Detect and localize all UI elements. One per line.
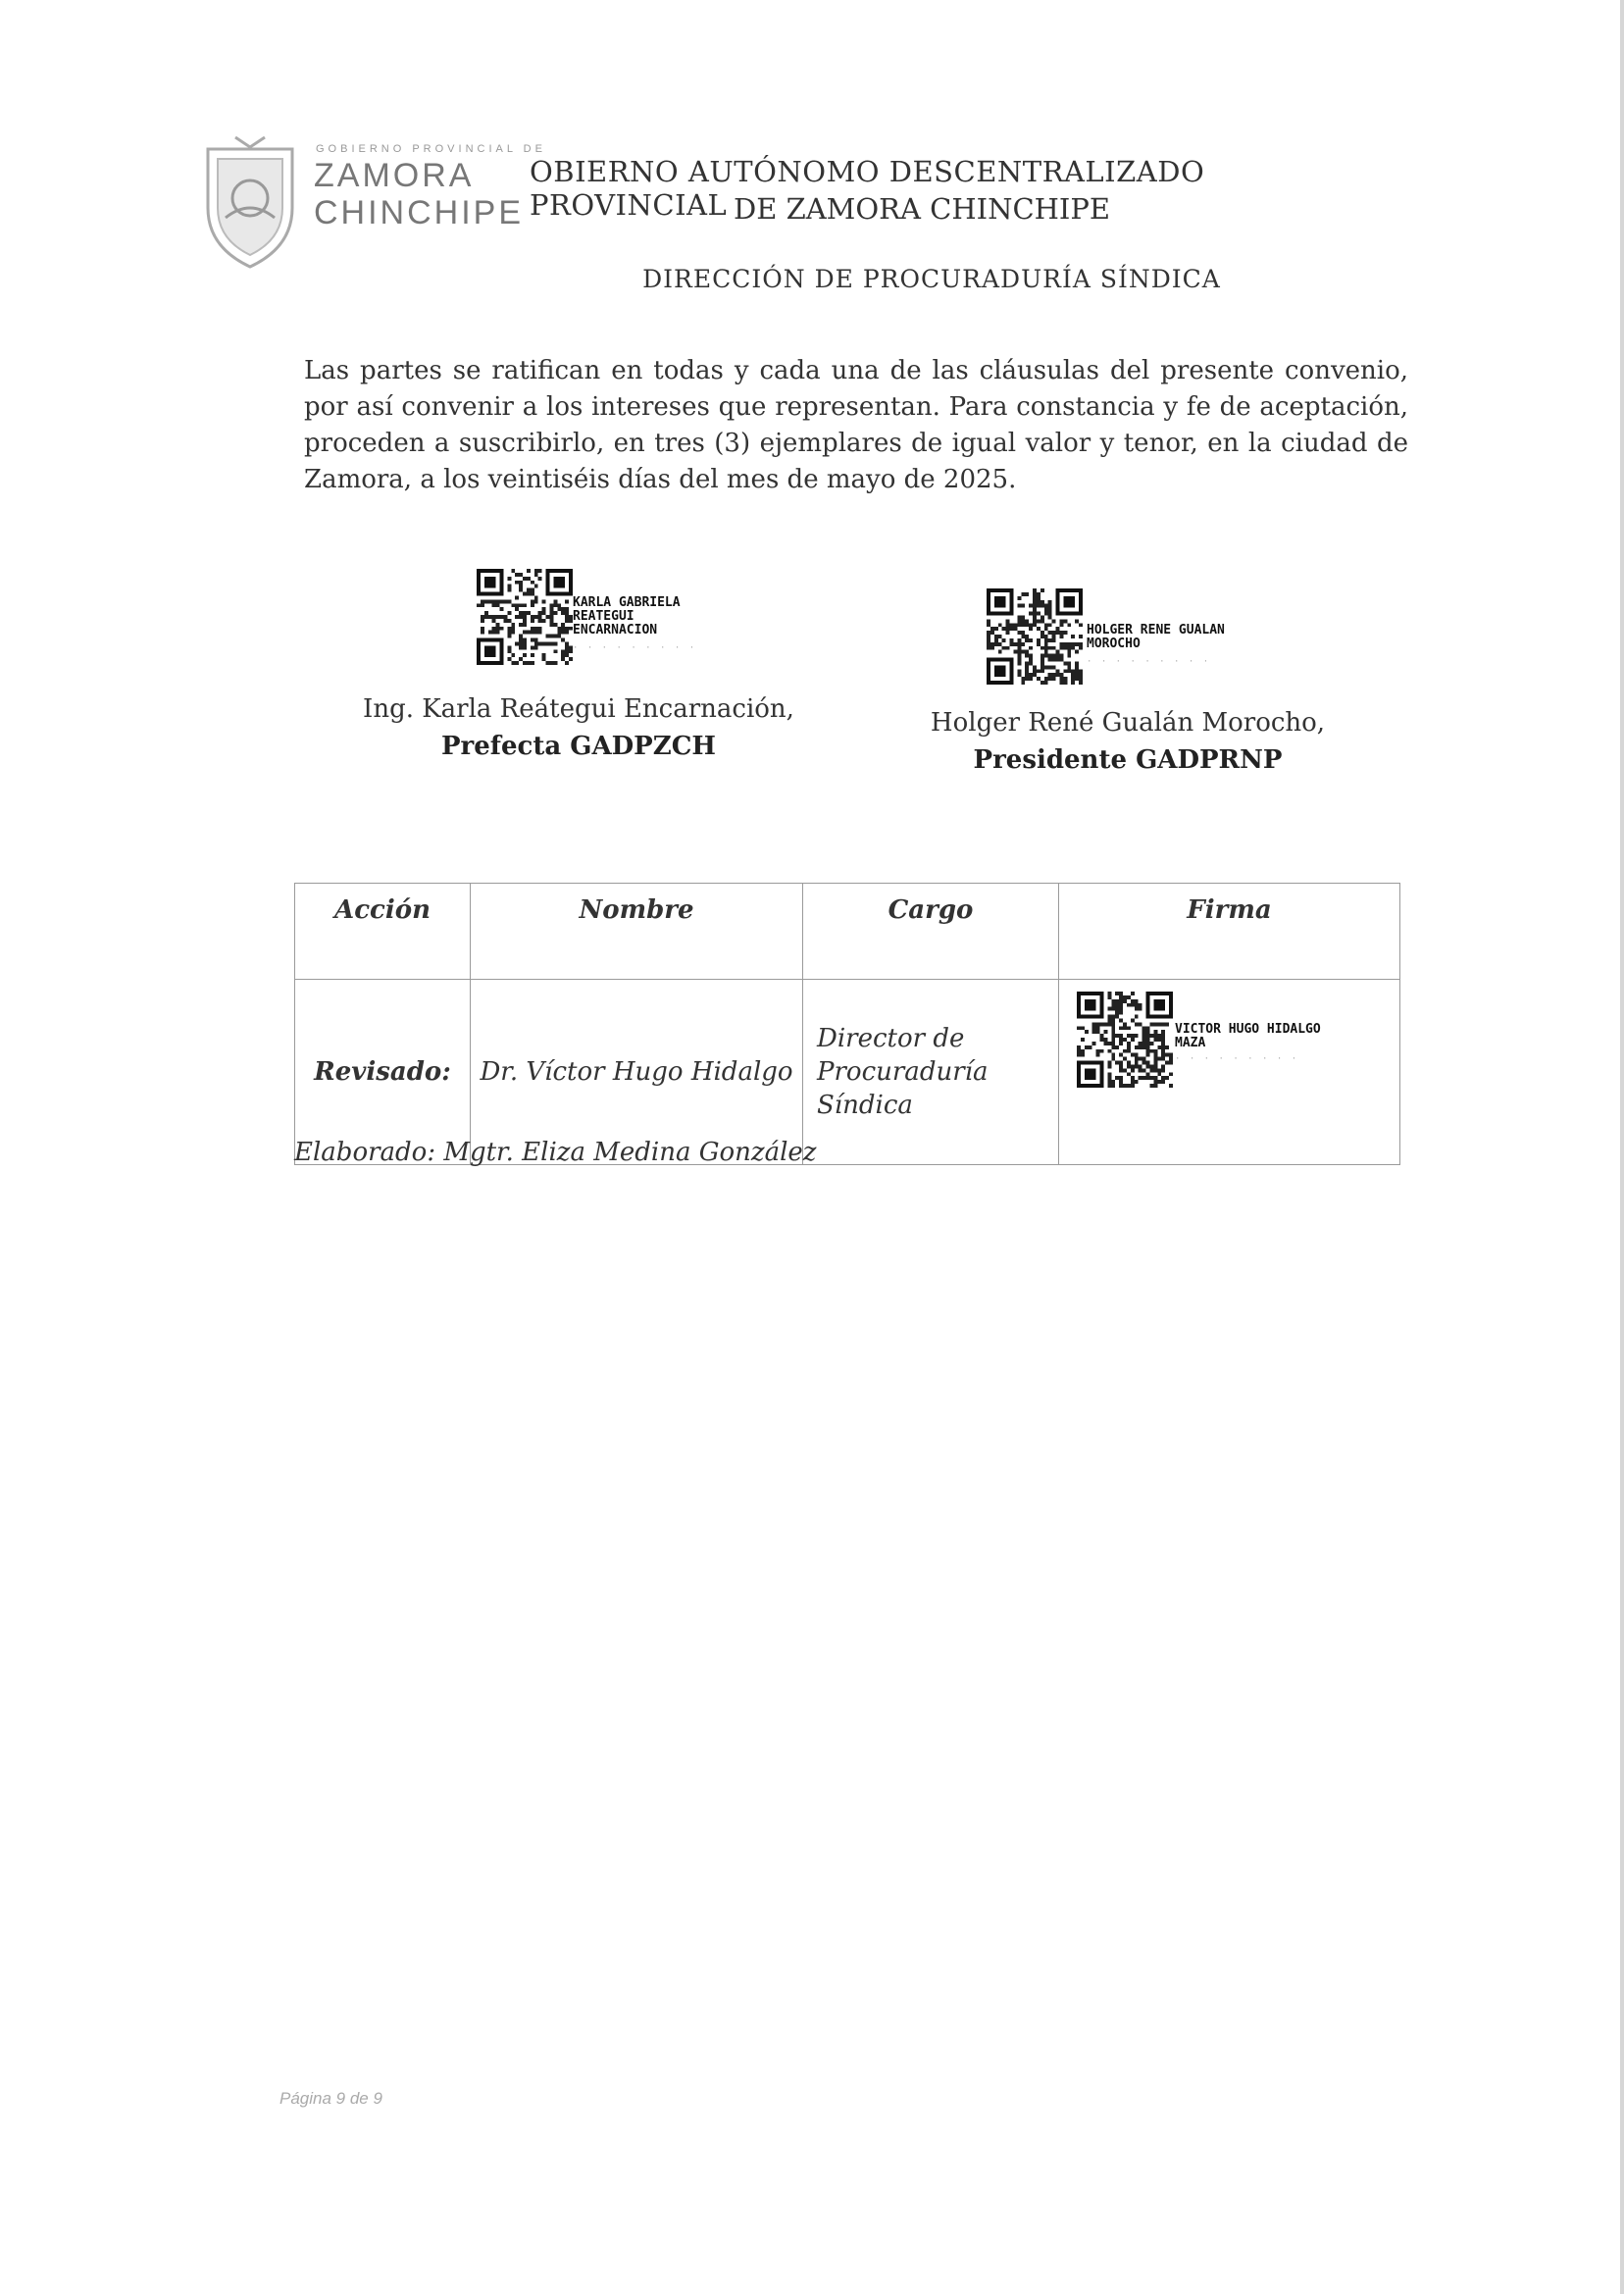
faint-signature-text: · · · · · · · · · bbox=[1087, 657, 1211, 667]
qr-code-icon bbox=[1077, 992, 1173, 1088]
signer-name: Ing. Karla Reátegui Encarnación, bbox=[363, 694, 794, 724]
qr-signer-line: HOLGER RENE GUALAN bbox=[1087, 623, 1225, 637]
column-header-cargo: Cargo bbox=[803, 884, 1059, 980]
qr-signer-line: MAZA bbox=[1175, 1036, 1206, 1050]
qr-code-icon bbox=[477, 569, 573, 665]
signer-role: Prefecta GADPZCH bbox=[441, 732, 716, 761]
review-table bbox=[294, 883, 1400, 1165]
header-title-line1: OBIERNO AUTÓNOMO DESCENTRALIZADO PROVINCIAL bbox=[530, 155, 1205, 222]
logo-line1: ZAMORA bbox=[314, 157, 475, 194]
qr-code-icon bbox=[987, 588, 1083, 685]
column-header-nombre: Nombre bbox=[471, 884, 803, 980]
logo-small-text: GOBIERNO PROVINCIAL DE bbox=[316, 143, 546, 155]
faint-signature-text: · · · · · · · · · bbox=[1175, 1054, 1299, 1064]
cargo-line: Procuraduría bbox=[817, 1057, 989, 1087]
table-header-row bbox=[295, 884, 1400, 980]
qr-signer-line: REATEGUI bbox=[573, 609, 634, 624]
signer-name: Holger René Gualán Morocho, bbox=[930, 708, 1326, 738]
qr-signer-line: KARLA GABRIELA bbox=[573, 595, 681, 610]
cell-cargo bbox=[803, 980, 1059, 1165]
cell-firma bbox=[1059, 980, 1400, 1165]
page-number: Página 9 de 9 bbox=[279, 2089, 382, 2108]
elaborado-note: Elaborado: Mgtr. Eliza Medina González bbox=[294, 1138, 817, 1167]
logo-line2: CHINCHIPE bbox=[314, 194, 525, 231]
provincial-crest-icon bbox=[196, 129, 304, 277]
column-header-firma: Firma bbox=[1059, 884, 1400, 980]
cell-nombre: Dr. Víctor Hugo Hidalgo bbox=[471, 980, 803, 1165]
qr-signer-line: ENCARNACION bbox=[573, 623, 658, 637]
cell-accion: Revisado: bbox=[295, 980, 471, 1165]
column-header-accion: Acción bbox=[295, 884, 471, 980]
qr-signer-line: MOROCHO bbox=[1087, 637, 1141, 651]
cargo-line: Director de bbox=[817, 1024, 965, 1053]
scan-edge bbox=[1620, 0, 1624, 2294]
header-subtitle: DIRECCIÓN DE PROCURADURÍA SÍNDICA bbox=[642, 265, 1221, 293]
cargo-line: Síndica bbox=[817, 1091, 913, 1120]
header-title-line2: DE ZAMORA CHINCHIPE bbox=[733, 192, 1111, 226]
signature-block-prefecta bbox=[477, 569, 751, 677]
qr-signer-line: VICTOR HUGO HIDALGO bbox=[1175, 1022, 1321, 1037]
logo-text bbox=[314, 157, 524, 231]
body-paragraph: Las partes se ratifican en todas y cada una de las cláusulas del presente convenio, por así convenir a los intereses que representan. Para constancia y fe de aceptación, proceden a suscribirlo, en tres (3) ejemplares de igual valor y tenor, en la ciudad de Zamora, a los veintiséis días del mes de mayo de 2025. bbox=[304, 356, 1408, 494]
faint-signature-text: · · · · · · · · · bbox=[573, 643, 697, 653]
signature-block-presidente bbox=[987, 588, 1281, 696]
signer-role: Presidente GADPRNP bbox=[973, 745, 1283, 775]
